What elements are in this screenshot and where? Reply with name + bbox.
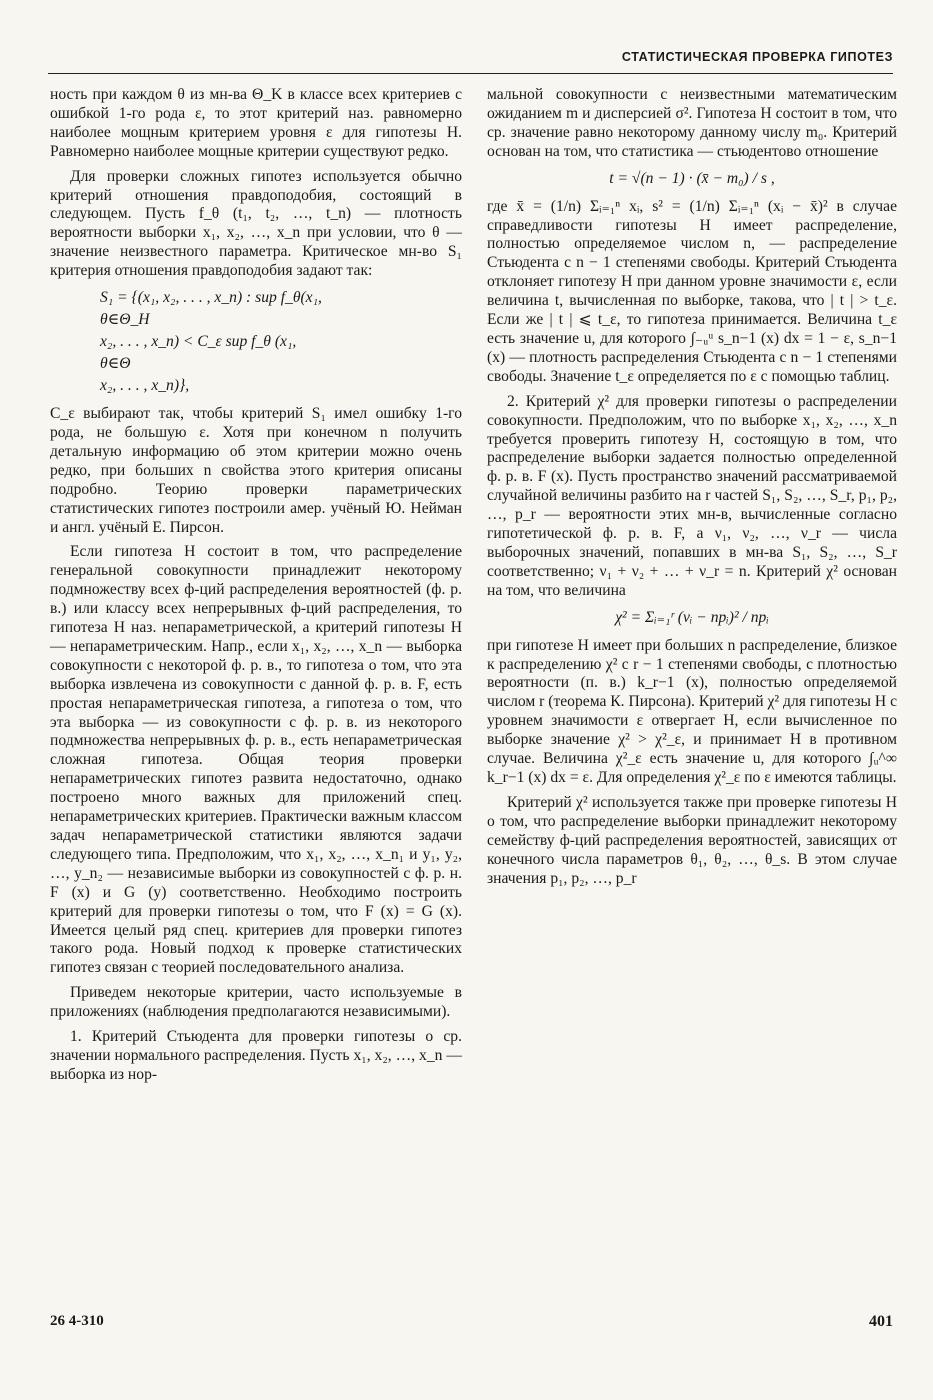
left-column	[50, 86, 462, 1091]
header-rule	[48, 73, 893, 74]
running-head: СТАТИСТИЧЕСКАЯ ПРОВЕРКА ГИПОТЕЗ	[621, 50, 893, 64]
paragraph: при гипотезе H имеет при больших n распределение, близкое к распределению χ² с r − 1 степенями свободы, с плотностью вероятности (п. в.) k_r−1 (x), полностью определяемой числом r (теорема К. Пирсона). Критерий χ² для гипотезы H с уровнем значимости ε отвергает H, если вычисленное по выборке значение χ² > χ²_ε, и принимает H в противном случае. Величина χ²_ε есть значение u, для которого ∫ᵤ^∞ k_r−1 (x) dx = ε. Для определения χ²_ε по ε имеются таблицы.	[487, 636, 898, 786]
formula-critical-set: S₁ = {(x₁, x₂, . . . , x_n) : sup f_θ(x₁, θ∈Θ_H x₂, . . . , x_n) < C_ε sup f_θ (x₁, θ∈Θ x₂, . . . , x_n)},	[100, 289, 322, 395]
formula-student-t: t = √(n − 1) · (x̄ − m₀) / s ,	[609, 169, 775, 187]
right-column	[487, 86, 897, 894]
paragraph: C_ε выбирают так, чтобы критерий S₁ имел ошибку 1-го рода, не большую ε. Хотя при конечном n получить детальную информацию об этом критерии можно очень редко, при больших n свойства этого критерия описаны подробно. Теорию проверки параметрических статистических гипотез построили амер. учёный Ю. Нейман и англ. учёный Е. Пирсон.	[50, 405, 462, 536]
paragraph: где x̄ = (1/n) Σᵢ₌₁ⁿ xᵢ, s² = (1/n) Σᵢ₌₁ⁿ (xᵢ − x̄)² в случае справедливости гипотезы H имеет распределение, полностью определяемое числом n, — распределение Стьюдента с n − 1 степенями свободы. Критерий Стьюдента отклоняет гипотезу H при данном уровне значимости ε, если величина t, вычисленная по выборке, такова, что | t | > t_ε. Если же | t | ⩽ t_ε, то гипотеза принимается. Величина t_ε есть значение u, для которого ∫₋ᵤᵘ s_n−1 (x) dx = 1 − ε, s_n−1 (x) — плотность распределения Стьюдента с n − 1 степенями свободы. Значение t_ε определяется по ε с помощью таблиц.	[487, 197, 897, 385]
signature-mark: 26 4-310	[50, 1313, 104, 1329]
paragraph: ность при каждом θ из мн-ва Θ_K в классе всех критериев с ошибкой 1-го рода ε, то этот критерий наз. равномерно наиболее мощным критерием уровня ε для гипотезы H. Равномерно наиболее мощные критерии существуют редко.	[50, 86, 462, 160]
paragraph: Критерий χ² используется также при проверке гипотезы H о том, что распределение выборки принадлежит некоторому семейству ф-ций распределения вероятностей, зависящих от конечного числа параметров θ₁, θ₂, …, θ_s. В этом случае значения p₁, p₂, …, p_r	[487, 793, 897, 887]
paragraph: 1. Критерий Стьюдента для проверки гипотезы о ср. значении нормального распределения. Пусть x₁, x₂, …, x_n — выборка из нор-	[50, 1028, 462, 1083]
page-number: 401	[869, 1313, 893, 1330]
paragraph: Приведем некоторые критерии, часто используемые в приложениях (наблюдения предполагаются независимыми).	[50, 984, 462, 1021]
paragraph: 2. Критерий χ² для проверки гипотезы о распределении совокупности. Предположим, что по выборке x₁, x₂, …, x_n требуется проверить гипотезу H, состоящую в том, что распределение выборки задается полностью определенной ф. р. в. F (x). Пусть пространство значений рассматриваемой случайной величины разбито на r частей S₁, S₂, …, S_r, p₁, p₂, …, p_r — вероятности этих мн-в, вычисленные согласно гипотетической ф. р. в. F, а ν₁, ν₂, …, ν_r — числа выборочных значений, попавших в мн-ва S₁, S₂, …, S_r соответственно; ν₁ + ν₂ + … + ν_r = n. Критерий χ² основан на том, что величина	[487, 392, 897, 599]
formula-chi-square: χ² = Σᵢ₌₁ʳ (νᵢ − npᵢ)² / npᵢ	[615, 608, 769, 626]
paragraph: мальной совокупности с неизвестными математическим ожиданием m и дисперсией σ². Гипотеза H состоит в том, что ср. значение равно некоторому данному числу m₀. Критерий основан на том, что статистика — стьюдентово отношение	[487, 86, 897, 160]
paragraph: Для проверки сложных гипотез используется обычно критерий отношения правдоподобия, состоящий в следующем. Пусть f_θ (t₁, t₂, …, t_n) — плотность вероятности выборки x₁, x₂, …, x_n при условии, что θ — значение неизвестного параметра. Критическое мн-во S₁ критерия отношения правдоподобия задают так:	[50, 167, 462, 280]
paragraph: Если гипотеза H состоит в том, что распределение генеральной совокупности принадлежит некоторому подмножеству всех ф-ций распределения вероятностей (ф. р. в.) или классу всех непрерывных ф-ций распределения, то гипотеза H наз. непараметрической, а критерий гипотезы H — непараметрическим. Напр., если x₁, x₂, …, x_n — выборка совокупности с некоторой ф. р. в., то гипотеза о том, что эта выборка извлечена из совокупности с данной ф. р. в. F, есть простая непараметрическая гипотеза, а гипотеза о том, что эта выборка — из совокупности с ф. р. в. из некоторого подмножества непрерывных ф. р. в., есть непараметрическая сложная гипотеза. Общая теория проверки непараметрических гипотез развита недостаточно, однако построено много важных для приложений спец. непараметрических критериев. Практически важным классом задач непараметрической статистики являются задачи следующего типа. Предположим, что x₁, x₂, …, x_n₁ и y₁, y₂, …, y_n₂ — независимые выборки из совокупностей с ф. р. н. F (x) и G (y) соответственно. Необходимо построить критерий для проверки гипотезы о том, что F (x) = G (x). Имеется целый ряд спец. критериев для проверки гипотез такого рода. Новый подход к проверке статистических гипотез связан с теорией последовательного анализа.	[50, 543, 462, 977]
